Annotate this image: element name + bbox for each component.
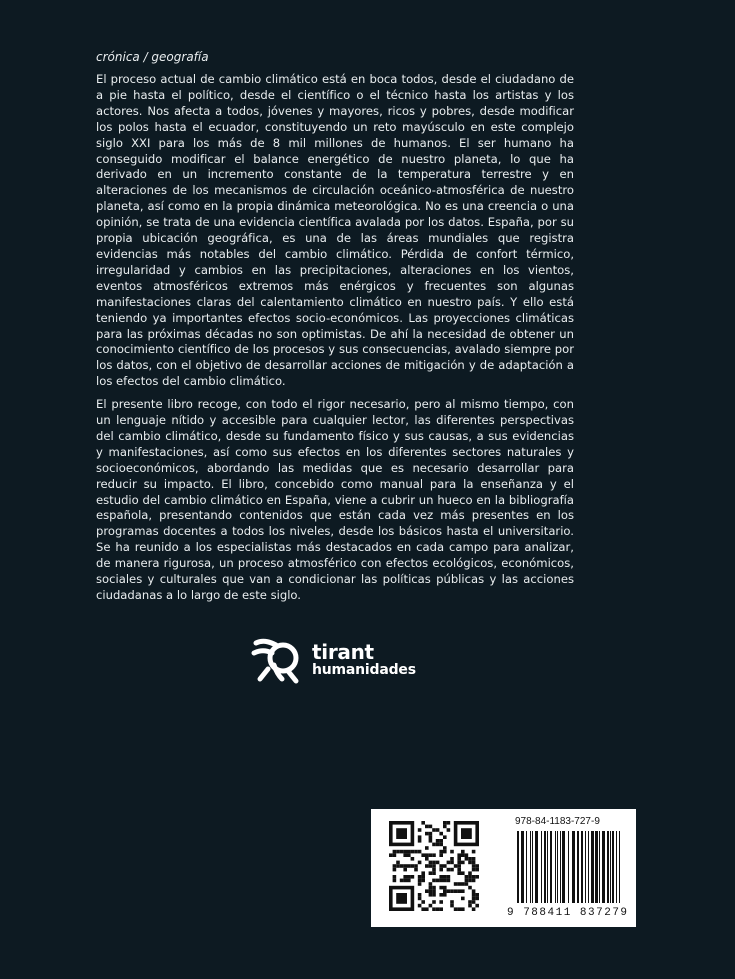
barcode (515, 831, 625, 903)
synopsis-paragraph-2: El presente libro recoge, con todo el rigor necesario, pero al mismo tiempo, con un lenguaje nítido y accesible para cualquier lector, las diferentes perspectivas del cambio climático, desde su fundamento físico y sus causas, a sus evidencias y manifestaciones, así como sus efectos en los diferentes sectores naturales y socioeconómicos, abordando las medidas que es necesario desarrollar para reducir su impacto. El libro, concebido como manual para la enseñanza y el estudio del cambio climático en España, viene a cubrir un hueco en la bibliografía española, presentando contenidos que están cada vez más presentes en los programas docentes a todos los niveles, desde los básicos hasta el universitario. Se ha reunido a los especialistas más destacados en cada campo para analizar, de manera rigurosa, un proceso atmosférico con efectos ecológicos, económicos, sociales y culturales que van a condicionar las políticas públicas y las acciones ciudadanas a lo largo de este siglo. (96, 397, 574, 602)
category-label: crónica / geografía (96, 50, 209, 64)
qr-code (389, 821, 485, 913)
tirant-face-logo-icon (250, 633, 302, 685)
ean-digits: 9 788411 837279 (507, 907, 629, 919)
publisher-logo (250, 633, 416, 685)
isbn-label: 978-84-1183-727-9 (515, 816, 600, 827)
isbn-panel (371, 809, 636, 927)
synopsis (96, 72, 574, 611)
publisher-imprint: humanidades (312, 661, 416, 678)
publisher-brand: tirant (312, 639, 374, 664)
synopsis-paragraph-1: El proceso actual de cambio climático está en boca todos, desde el ciudadano de a pie hasta el político, desde el científico o el técnico hasta los artistas y los actores. Nos afecta a todos, jóvenes y mayores, ricos y pobres, desde modificar los polos hasta el ecuador, constituyendo un reto mayúsculo en este complejo siglo XXI para los más de 8 mil millones de humanos. El ser humano ha conseguido modificar el balance energético de nuestro planeta, lo que ha derivado en un incremento constante de la temperatura terrestre y en alteraciones de los mecanismos de circulación oceánico-atmosférica de nuestro planeta, así como en la propia dinámica meteorológica. No es una creencia o una opinión, se trata de una evidencia científica avalada por los datos. España, por su propia ubicación geográfica, es una de las áreas mundiales que registra evidencias más notables del cambio climático. Pérdida de confort térmico, irregularidad y cambios en las precipitaciones, alteraciones en los vientos, eventos atmosféricos extremos más enérgicos y frecuentes son algunas manifestaciones claras del calentamiento climático en nuestro país. Y ello está teniendo ya importantes efectos socio-económicos. Las proyecciones climáticas para las próximas décadas no son optimistas. De ahí la necesidad de obtener un conocimiento científico de los procesos y sus consecuencias, avalado siempre por los datos, con el objetivo de desarrollar acciones de mitigación y de adaptación a los efectos del cambio climático. (96, 72, 574, 389)
